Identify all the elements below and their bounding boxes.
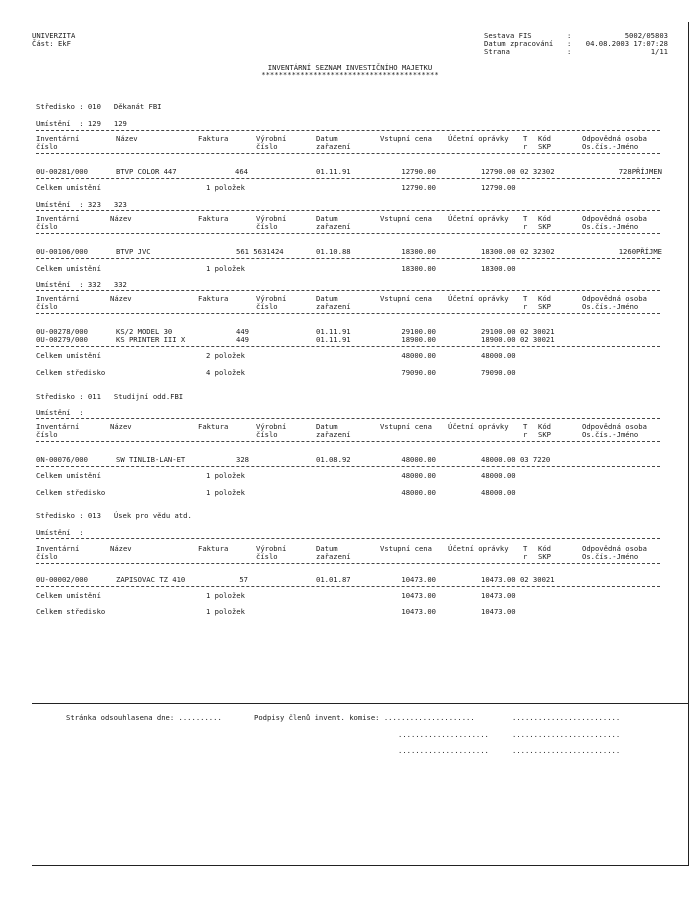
col-code-sub: SKP — [538, 222, 551, 231]
col-inventory-sub: číslo — [36, 142, 58, 151]
item-date: 01.10.88 — [316, 247, 351, 256]
location-heading: Umístění : — [36, 528, 84, 537]
date-label: Datum zpracování — [484, 39, 554, 48]
item-price: 18900.00 — [401, 335, 436, 344]
colon: : — [567, 31, 572, 40]
location-heading: Umístění : — [36, 408, 84, 417]
col-price: Vstupní cena — [380, 294, 432, 303]
col-type-sub: r — [523, 430, 528, 439]
col-invoice: Faktura — [198, 294, 229, 303]
subtotal-count: 1 položek — [206, 591, 245, 600]
item-date: 01.11.91 — [316, 335, 351, 344]
col-inventory: Inventární — [36, 294, 80, 303]
item-name: ZAPISOVAC TZ 410 — [116, 575, 186, 584]
location-heading: Umístění : 332 332 — [36, 280, 127, 289]
colon: : — [567, 47, 572, 56]
item-invoice: 449 — [236, 327, 249, 336]
col-type-sub: r — [523, 552, 528, 561]
col-serial-sub: číslo — [256, 430, 278, 439]
item-depreciation: 48000.00 03 7220 — [481, 455, 551, 464]
subtotal-label: Celkem umístění — [36, 591, 101, 600]
col-price: Vstupní cena — [380, 544, 432, 553]
item-inventory-no: 0N-00076/000 — [36, 455, 88, 464]
item-name: BTVP COLOR 447 — [116, 167, 177, 176]
item-date: 01.11.91 — [316, 167, 351, 176]
item-price: 10473.00 — [401, 575, 436, 584]
col-code-sub: SKP — [538, 142, 551, 151]
item-depreciation: 29100.00 02 30021 — [481, 327, 555, 336]
col-depreciation: Účetní oprávky — [448, 294, 509, 303]
report-label: Sestava FIS — [484, 31, 532, 40]
col-invoice: Faktura — [198, 214, 229, 223]
center-total-label: Celkem středisko — [36, 488, 106, 497]
item-price: 18300.00 — [401, 247, 436, 256]
center-total-depreciation: 79090.00 — [481, 368, 516, 377]
header-rule — [36, 441, 660, 442]
col-code: Kód — [538, 294, 551, 303]
item-depreciation: 10473.00 02 30021 — [481, 575, 555, 584]
col-depreciation: Účetní oprávky — [448, 134, 509, 143]
header-rule — [36, 538, 660, 539]
approval-date-line: Stránka odsouhlasena dne: .......... — [66, 713, 222, 722]
col-serial: Výrobní — [256, 422, 287, 431]
subtotal-label: Celkem umístění — [36, 471, 101, 480]
header-rule — [36, 418, 660, 419]
subtotal-depreciation: 10473.00 — [481, 591, 516, 600]
center-total-count: 4 položek — [206, 368, 245, 377]
center-total-price: 48000.00 — [401, 488, 436, 497]
subtotal-label: Celkem umístění — [36, 351, 101, 360]
col-date: Datum — [316, 134, 338, 143]
col-invoice: Faktura — [198, 544, 229, 553]
center-total-count: 1 položek — [206, 488, 245, 497]
col-date: Datum — [316, 544, 338, 553]
subtotal-count: 1 položek — [206, 183, 245, 192]
col-invoice: Faktura — [198, 422, 229, 431]
col-serial-sub: číslo — [256, 302, 278, 311]
subtotal-label: Celkem umístění — [36, 264, 101, 273]
page-number: 1/11 — [650, 47, 668, 56]
subtotal-depreciation: 48000.00 — [481, 471, 516, 480]
col-type: T — [523, 214, 528, 223]
item-depreciation: 18900.00 02 30021 — [481, 335, 555, 344]
col-date-sub: zařazení — [316, 222, 351, 231]
location-heading: Umístění : 129 129 — [36, 119, 127, 128]
col-inventory-sub: číslo — [36, 552, 58, 561]
item-price: 48000.00 — [401, 455, 436, 464]
col-code: Kód — [538, 422, 551, 431]
col-responsible-sub: Os.čís.-Jméno — [582, 142, 639, 151]
item-invoice: 464 — [235, 167, 248, 176]
col-inventory: Inventární — [36, 134, 80, 143]
col-depreciation: Účetní oprávky — [448, 422, 509, 431]
subtotal-depreciation: 12790.00 — [481, 183, 516, 192]
col-date-sub: zařazení — [316, 552, 351, 561]
col-inventory-sub: číslo — [36, 430, 58, 439]
col-responsible-sub: Os.čís.-Jméno — [582, 430, 639, 439]
cost-center-heading: Středisko : 011 Studijní odd.FBI — [36, 392, 184, 401]
header-rule — [36, 313, 660, 314]
item-date: 01.01.87 — [316, 575, 351, 584]
header-rule — [36, 563, 660, 564]
signature-line: ......................... — [512, 730, 621, 739]
item-invoice: 449 — [236, 335, 249, 344]
col-invoice: Faktura — [198, 134, 229, 143]
col-name: Název — [110, 544, 132, 553]
col-date-sub: zařazení — [316, 302, 351, 311]
center-total-depreciation: 10473.00 — [481, 607, 516, 616]
col-serial-sub: číslo — [256, 552, 278, 561]
item-name: BTVP JVC — [116, 247, 151, 256]
col-price: Vstupní cena — [380, 134, 432, 143]
subtotal-price: 48000.00 — [401, 351, 436, 360]
col-responsible: Odpovědná osoba — [582, 214, 647, 223]
cost-center-heading: Středisko : 010 Děkanát FBI — [36, 102, 162, 111]
signature-line: ..................... — [398, 746, 489, 755]
col-serial: Výrobní — [256, 134, 287, 143]
title-underline: ***************************************** — [261, 70, 439, 79]
header-rule — [36, 290, 660, 291]
col-name: Název — [110, 294, 132, 303]
item-depreciation: 12790.00 02 32302 — [481, 167, 555, 176]
col-code: Kód — [538, 544, 551, 553]
col-date: Datum — [316, 214, 338, 223]
subtotal-depreciation: 48000.00 — [481, 351, 516, 360]
item-inventory-no: 0U-00281/000 — [36, 167, 88, 176]
col-code: Kód — [538, 214, 551, 223]
item-name: KS/2 MODEL 30 — [116, 327, 173, 336]
page-bottom-rule — [32, 865, 689, 866]
item-name: KS PRINTER III X — [116, 335, 186, 344]
cost-center-heading: Středisko : 013 Úsek pro vědu atd. — [36, 511, 192, 520]
col-code-sub: SKP — [538, 552, 551, 561]
col-name: Název — [116, 134, 138, 143]
col-date-sub: zařazení — [316, 430, 351, 439]
subtotal-price: 18300.00 — [401, 264, 436, 273]
item-inventory-no: 0U-00279/000 — [36, 335, 88, 344]
col-serial: Výrobní — [256, 294, 287, 303]
col-responsible: Odpovědná osoba — [582, 544, 647, 553]
col-name: Název — [110, 422, 132, 431]
page-frame-border — [688, 22, 689, 865]
item-date: 01.11.91 — [316, 327, 351, 336]
org-name: UNIVERZITA — [32, 31, 76, 40]
center-total-price: 10473.00 — [401, 607, 436, 616]
center-total-price: 79090.00 — [401, 368, 436, 377]
col-name: Název — [110, 214, 132, 223]
footer-rule — [32, 703, 689, 704]
col-date: Datum — [316, 422, 338, 431]
item-inventory-no: 0U-00002/000 — [36, 575, 88, 584]
subtotal-label: Celkem umístění — [36, 183, 101, 192]
col-code: Kód — [538, 134, 551, 143]
page-label: Strana — [484, 47, 510, 56]
col-type: T — [523, 294, 528, 303]
report-code: 5002/05803 — [624, 31, 668, 40]
col-serial: Výrobní — [256, 544, 287, 553]
item-invoice: 328 — [236, 455, 249, 464]
col-responsible-sub: Os.čís.-Jméno — [582, 302, 639, 311]
col-date: Datum — [316, 294, 338, 303]
row-rule — [36, 346, 660, 347]
col-code-sub: SKP — [538, 302, 551, 311]
col-type: T — [523, 134, 528, 143]
col-type-sub: r — [523, 142, 528, 151]
subtotal-price: 12790.00 — [401, 183, 436, 192]
subtotal-count: 1 položek — [206, 264, 245, 273]
item-name: SW TINLIB-LAN-ET — [116, 455, 186, 464]
item-date: 01.08.92 — [316, 455, 351, 464]
center-total-depreciation: 48000.00 — [481, 488, 516, 497]
col-serial-sub: číslo — [256, 142, 278, 151]
item-inventory-no: 0U-00106/000 — [36, 247, 88, 256]
header-rule — [36, 153, 660, 154]
commission-signatures-label: Podpisy členů invent. komise: ..................... — [254, 713, 475, 722]
center-total-label: Celkem středisko — [36, 368, 106, 377]
col-price: Vstupní cena — [380, 422, 432, 431]
header-rule — [36, 130, 660, 131]
item-responsible: 728PŘÍJMEN — [618, 167, 662, 176]
subtotal-price: 10473.00 — [401, 591, 436, 600]
signature-line: ......................... — [512, 713, 621, 722]
item-inventory-no: 0U-00278/000 — [36, 327, 88, 336]
col-serial: Výrobní — [256, 214, 287, 223]
col-responsible: Odpovědná osoba — [582, 294, 647, 303]
col-responsible: Odpovědná osoba — [582, 422, 647, 431]
col-type-sub: r — [523, 222, 528, 231]
row-rule — [36, 258, 660, 259]
col-date-sub: zařazení — [316, 142, 351, 151]
subtotal-count: 2 položek — [206, 351, 245, 360]
col-code-sub: SKP — [538, 430, 551, 439]
row-rule — [36, 466, 660, 467]
signature-line: ......................... — [512, 746, 621, 755]
col-type-sub: r — [523, 302, 528, 311]
subtotal-depreciation: 18300.00 — [481, 264, 516, 273]
col-inventory: Inventární — [36, 214, 80, 223]
item-responsible: 1260PŘÍJME — [618, 247, 662, 256]
signature-line: ..................... — [398, 730, 489, 739]
col-responsible: Odpovědná osoba — [582, 134, 647, 143]
col-inventory-sub: číslo — [36, 222, 58, 231]
col-type: T — [523, 422, 528, 431]
center-total-label: Celkem středisko — [36, 607, 106, 616]
col-inventory: Inventární — [36, 544, 80, 553]
item-invoice: 57 — [239, 575, 248, 584]
header-rule — [36, 233, 660, 234]
row-rule — [36, 178, 660, 179]
subtotal-count: 1 položek — [206, 471, 245, 480]
header-rule — [36, 210, 660, 211]
col-depreciation: Účetní oprávky — [448, 544, 509, 553]
col-type: T — [523, 544, 528, 553]
center-total-count: 1 položek — [206, 607, 245, 616]
colon: : — [567, 39, 572, 48]
row-rule — [36, 586, 660, 587]
report-title: INVENTÁRNÍ SEZNAM INVESTIČNÍHO MAJETKU — [267, 63, 433, 72]
item-depreciation: 18300.00 02 32302 — [481, 247, 555, 256]
subtotal-price: 48000.00 — [401, 471, 436, 480]
item-price: 12790.00 — [401, 167, 436, 176]
col-responsible-sub: Os.čís.-Jméno — [582, 552, 639, 561]
col-depreciation: Účetní oprávky — [448, 214, 509, 223]
col-responsible-sub: Os.čís.-Jméno — [582, 222, 639, 231]
location-heading: Umístění : 323 323 — [36, 200, 127, 209]
col-inventory-sub: číslo — [36, 302, 58, 311]
col-inventory: Inventární — [36, 422, 80, 431]
item-invoice: 561 5631424 — [236, 247, 284, 256]
col-price: Vstupní cena — [380, 214, 432, 223]
col-serial-sub: číslo — [256, 222, 278, 231]
item-price: 29100.00 — [401, 327, 436, 336]
processing-date: 04.08.2003 17:07:28 — [585, 39, 668, 48]
org-part: Část: EkF — [32, 39, 71, 48]
